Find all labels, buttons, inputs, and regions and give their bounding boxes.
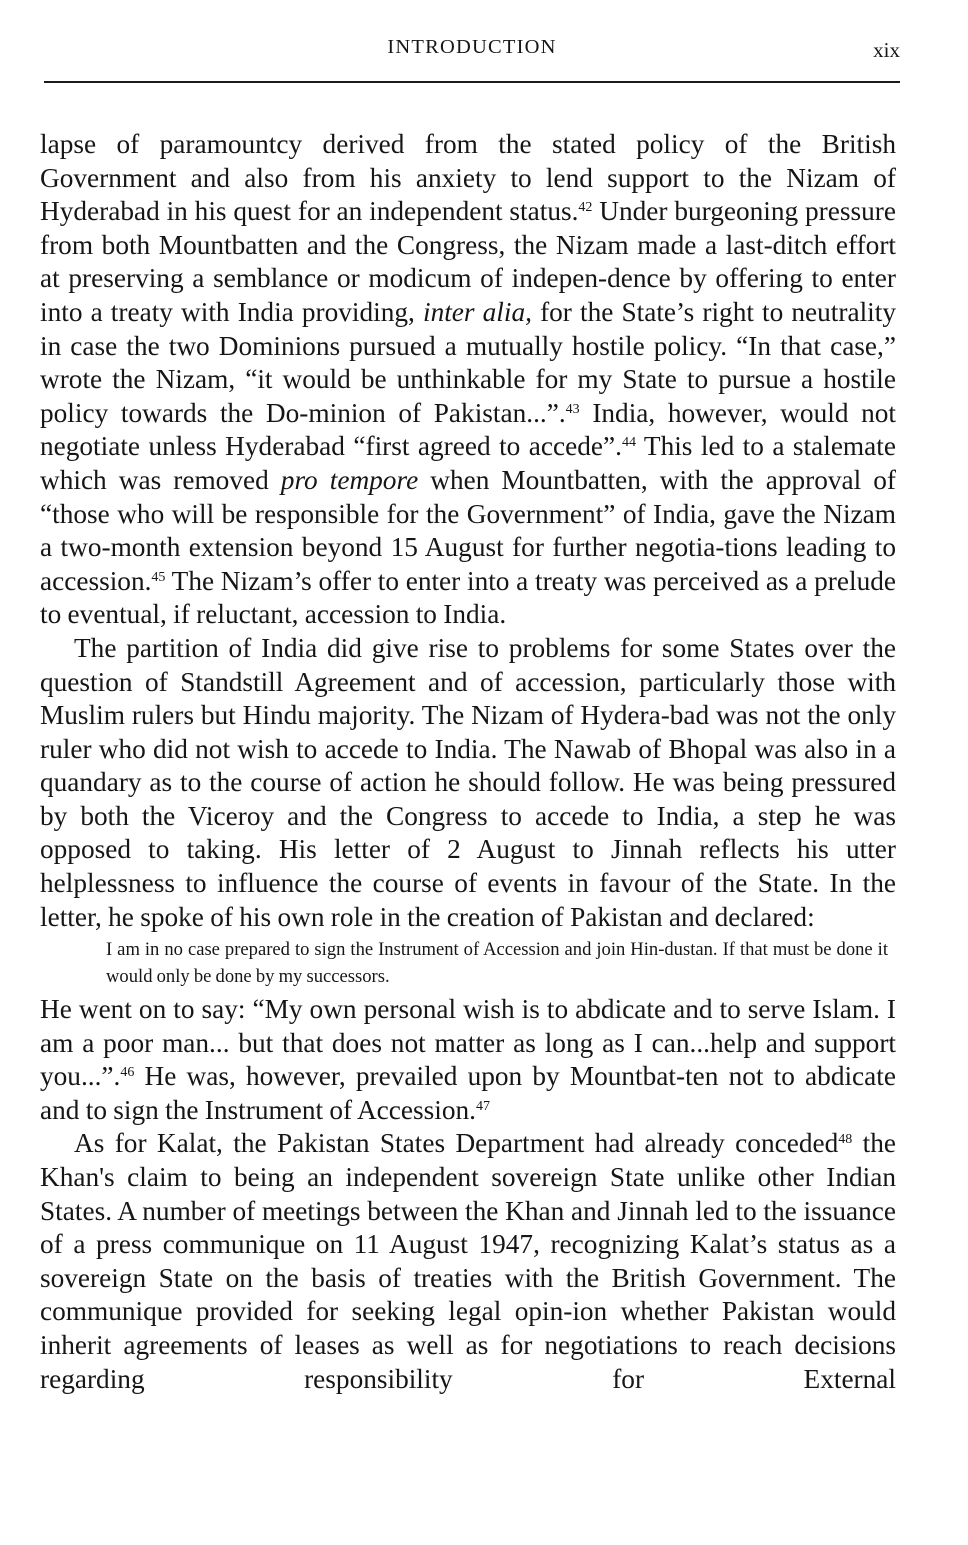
text-run: The partition of India did give rise to problems for some States over the question of Standstill Agreement and of accession, particularly those with Muslim rulers but Hindu majority. The Nizam of Hydera-bad was not the only ruler who did not wish to accede to India. The Nawab of Bhopal was also in a quandary as to the course of action he should follow. He was being pressured by both the Viceroy and the Congress to accede to India, a step he was opposed to taking. His letter of 2 August to Jinnah reflects his utter helplessness to influence the course of events in favour of the State. In the letter, he spoke of his own role in the creation of Pakistan and declared:	[40, 632, 896, 932]
running-title: INTRODUCTION	[387, 36, 557, 58]
text-run: As for Kalat, the Pakistan States Department had already conceded	[74, 1128, 839, 1159]
footnote-marker: 44	[621, 435, 636, 451]
text-run: This led to a stalemate which was removed	[40, 431, 896, 495]
footnote-marker: 45	[151, 569, 166, 585]
text-run: India, however, would not negotiate unless Hyderabad “first agreed to accede”.	[40, 397, 896, 462]
paragraph-bhopal	[40, 632, 896, 934]
text-run: when Mountbatten, with the approval of “those who will be responsible for the Government” of India, gave the Nizam a two-month extension beyond 15 August for further negotia-tions leading to accession.	[40, 464, 896, 596]
italic-phrase: inter alia,	[422, 296, 532, 327]
footnote-marker: 47	[475, 1098, 490, 1114]
header-rule	[44, 81, 900, 83]
running-header	[44, 32, 900, 66]
text-run: I am in no case prepared to sign the Instrument of Accession and join Hin-dustan. If that must be done it would only be done by my successors.	[106, 939, 888, 987]
text-run: He was, however, prevailed upon by Mountbat-ten not to abdicate and to sign the Instrument of Accession.	[40, 1061, 896, 1125]
text-run: Under burgeoning pressure from both Mountbatten and the Congress, the Nizam made a last-ditch effort at preserving a semblance or modicum of indepen-dence by offering to enter into a treaty with India providing,	[40, 196, 896, 327]
footnote-marker: 48	[838, 1132, 853, 1148]
text-run: the Khan's claim to being an independent sovereign State unlike other Indian States. A number of meetings between the Khan and Jinnah led to the issuance of a press communique on 11 August 1947, recognizing Kalat’s status as a sovereign State on the basis of treaties with the British Government. The communique provided for seeking legal opin-ion whether Pakistan would inherit agreements of leases as well as for negotiations to reach decisions regarding responsibility for External	[40, 1128, 896, 1394]
italic-phrase: pro tempore	[280, 464, 419, 495]
block-quote	[40, 937, 896, 990]
paragraph-abdicate	[40, 993, 896, 1127]
body-text	[40, 128, 896, 1396]
text-run: He went on to say: “My own personal wish is to abdicate and to serve Islam. I am a poor man... but that does not matter as long as I can...help and support you...”.	[40, 994, 896, 1092]
text-run: The Nizam’s offer to enter into a treaty was perceived as a prelude to eventual, if reluctant, accession to India.	[40, 565, 896, 630]
page-number: xix	[873, 38, 900, 62]
text-run: lapse of paramountcy derived from the stated policy of the British Government and also from his anxiety to lend support to the Nizam of Hyderabad in his quest for an independent status.	[40, 129, 896, 227]
footnote-marker: 46	[120, 1065, 135, 1081]
text-run: for the State’s right to neutrality in case the two Dominions pursued a mutually hostile policy. “In that case,” wrote the Nizam, “it would be unthinkable for my State to pursue a hostile policy towards the Do-minion of Pakistan...”.	[40, 296, 896, 428]
footnote-marker: 42	[578, 200, 593, 216]
footnote-marker: 43	[565, 401, 580, 417]
paragraph-hyderabad	[40, 128, 896, 632]
paragraph-kalat	[40, 1127, 896, 1396]
